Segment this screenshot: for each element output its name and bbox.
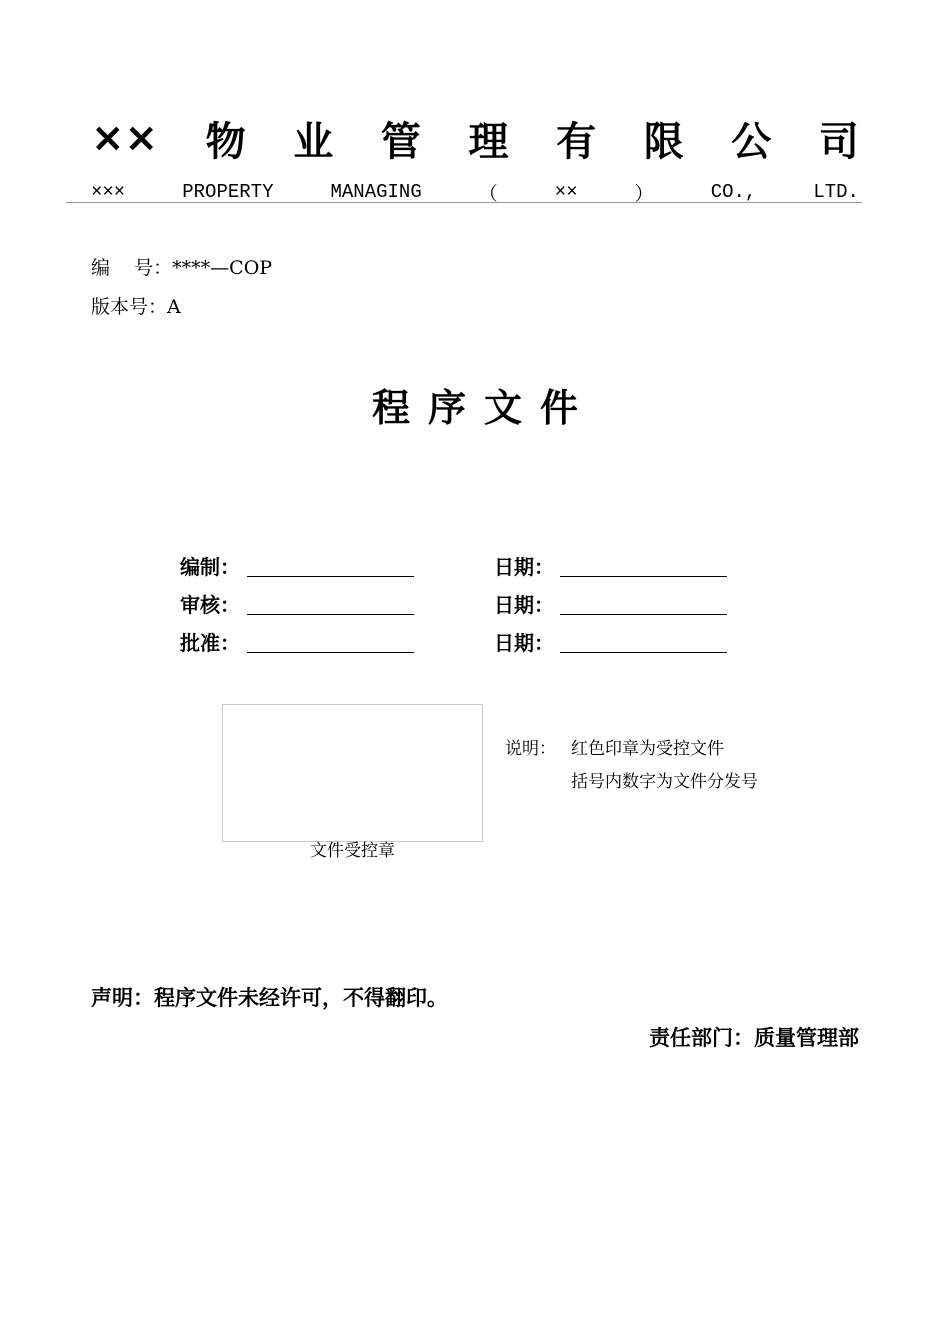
document-version-label: 版本号： (91, 296, 168, 318)
document-code-value: ****—COP (172, 257, 273, 279)
note-line: 红色印章为受控文件 (571, 739, 724, 759)
company-name-cn (91, 110, 859, 166)
stamp-caption: 文件受控章 (310, 841, 395, 861)
company-name-en-word: ×× (554, 181, 578, 203)
company-name-cn-char: 理 (468, 118, 509, 165)
review-date-line[interactable] (560, 614, 727, 615)
approve-signature-line[interactable] (247, 652, 414, 653)
company-name-en-word: PROPERTY (182, 181, 274, 203)
compile-date-line[interactable] (560, 576, 727, 577)
company-name-cn-char: 管 (380, 118, 421, 165)
approve-date-line[interactable] (560, 652, 727, 653)
document-version (91, 294, 181, 320)
document-code-label: 编 号： (91, 257, 173, 279)
company-name-en-word: （ (478, 183, 498, 206)
company-name-cn-char: 有 (556, 118, 597, 165)
document-code (91, 255, 272, 281)
company-name-cn-char: 司 (818, 118, 859, 165)
company-name-cn-char: 限 (643, 118, 684, 165)
document-version-value: A (167, 296, 181, 318)
company-name-en-word: LTD. (813, 181, 859, 203)
declaration: 声明：程序文件未经许可，不得翻印。 (91, 986, 448, 1010)
company-name-en-word: ） (634, 183, 654, 206)
header-divider (66, 202, 862, 203)
review-label: 审核： (180, 593, 240, 617)
responsible-department: 责任部门：质量管理部 (649, 1026, 859, 1050)
approve-label: 批准： (180, 631, 240, 655)
approve-date-label: 日期： (494, 631, 554, 655)
company-name-en-word: ××× (91, 181, 126, 203)
compile-label: 编制： (180, 555, 240, 579)
company-name-en-word: CO., (710, 181, 757, 203)
company-name-en-word: MANAGING (330, 181, 422, 203)
note-label: 说明： (505, 739, 556, 759)
company-name-cn-char: ×× (91, 115, 159, 161)
compile-date-label: 日期： (494, 555, 554, 579)
stamp-box (222, 704, 483, 842)
note-line: 括号内数字为文件分发号 (571, 772, 758, 792)
company-name-cn-char: 业 (293, 118, 334, 165)
review-date-label: 日期： (494, 593, 554, 617)
document-title: 程序文件 (371, 386, 596, 430)
company-name-cn-char: 物 (205, 118, 246, 165)
compile-signature-line[interactable] (247, 576, 414, 577)
company-name-cn-char: 公 (731, 118, 772, 165)
review-signature-line[interactable] (247, 614, 414, 615)
